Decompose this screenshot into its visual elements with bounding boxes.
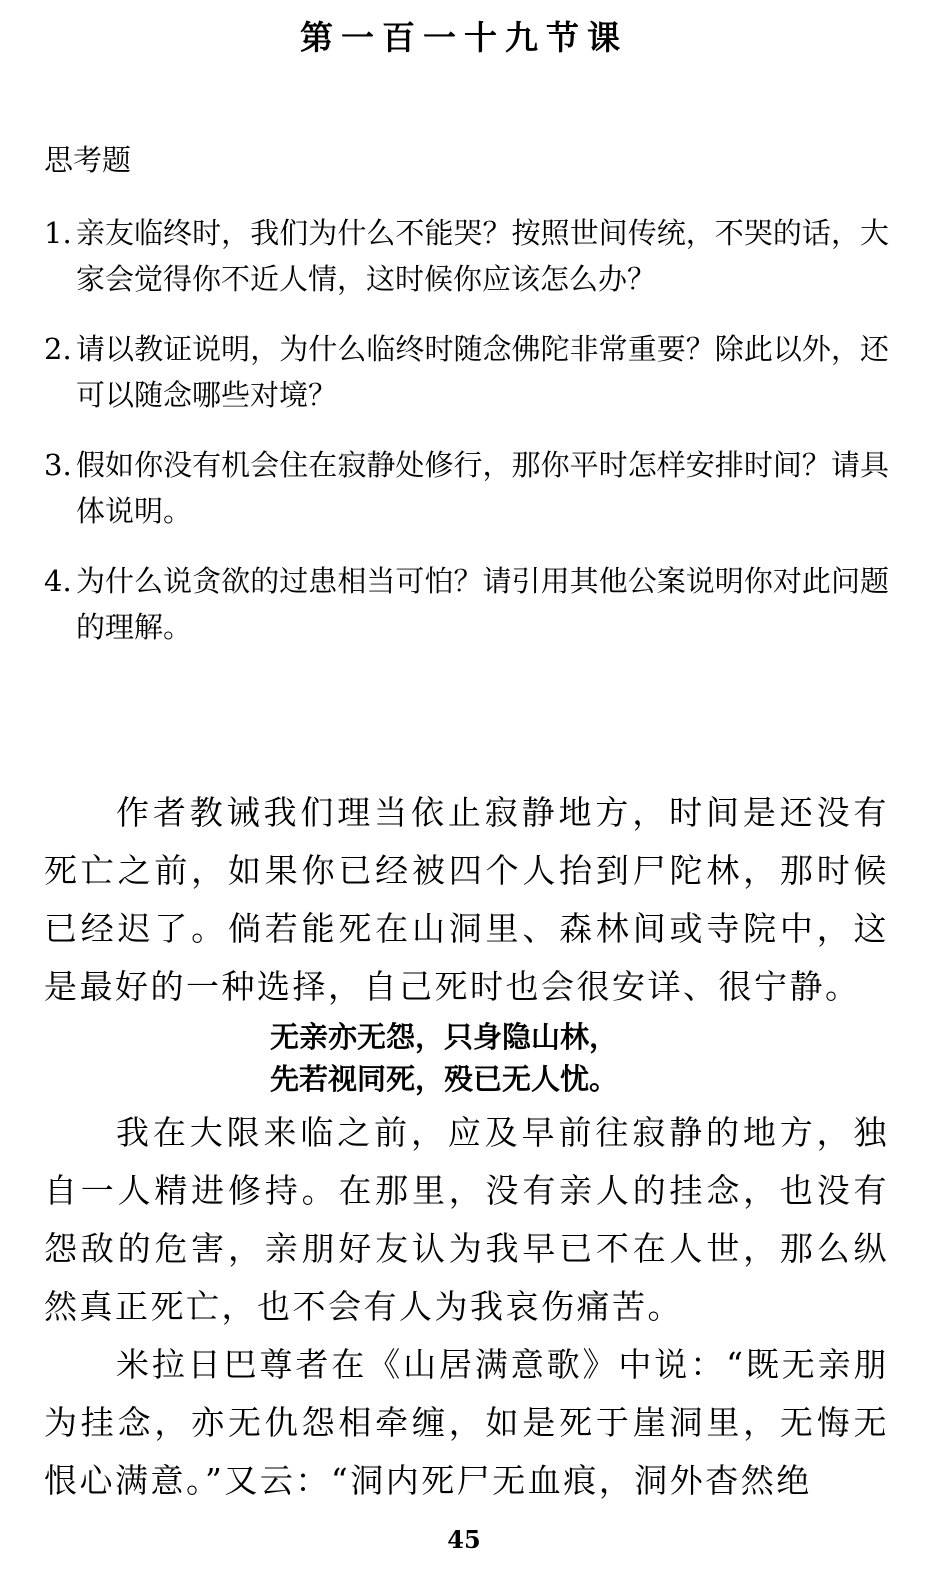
question-text: 假如你没有机会住在寂静处修行，那你平时怎样安排时间？请具体说明。 — [76, 448, 889, 528]
verse-line: 先若视同死，殁已无人忧。 — [270, 1062, 619, 1096]
question-number: 4. — [44, 564, 72, 598]
body-paragraph: 我在大限来临之前，应及早前往寂静的地方，独自一人精进修持。在那里，没有亲人的挂念，也没有怨敌的危害，亲朋好友认为我早已不在人世，那么纵然真正死亡，也不会有人为我哀伤痛苦。 — [44, 1113, 889, 1326]
question-text: 亲友临终时，我们为什么不能哭？按照世间传统，不哭的话，大家会觉得你不近人情，这时候你应该怎么办？ — [76, 216, 889, 296]
verse-line: 无亲亦无怨，只身隐山林， — [270, 1020, 619, 1054]
page-title: 第一百一十九节课 — [300, 18, 628, 57]
question-number: 1. — [44, 216, 72, 250]
question-number: 2. — [44, 332, 72, 366]
question-list — [44, 210, 889, 674]
question-number: 3. — [44, 448, 72, 482]
question-text: 请以教证说明，为什么临终时随念佛陀非常重要？除此以外，还可以随念哪些对境？ — [76, 332, 889, 412]
question-item — [44, 442, 889, 534]
page-number: 45 — [447, 1525, 481, 1554]
question-item — [44, 210, 889, 302]
question-item — [44, 326, 889, 418]
verse-block — [44, 1016, 889, 1100]
question-text: 为什么说贪欲的过患相当可怕？请引用其他公案说明你对此问题的理解。 — [76, 564, 889, 644]
body-paragraph: 作者教诫我们理当依止寂静地方，时间是还没有死亡之前，如果你已经被四个人抬到尸陀林，那时候已经迟了。倘若能死在山洞里、森林间或寺院中，这是最好的一种选择，自己死时也会很安详、很宁静。 — [44, 793, 889, 1006]
questions-heading: 思考题 — [44, 143, 132, 177]
body-paragraph: 米拉日巴尊者在《山居满意歌》中说：“既无亲朋为挂念，亦无仇怨相牵缠，如是死于崖洞里，无悔无恨心满意。”又云：“洞内死尸无血痕，洞外杳然绝 — [44, 1345, 889, 1500]
question-item — [44, 558, 889, 650]
body-text — [44, 784, 889, 1510]
